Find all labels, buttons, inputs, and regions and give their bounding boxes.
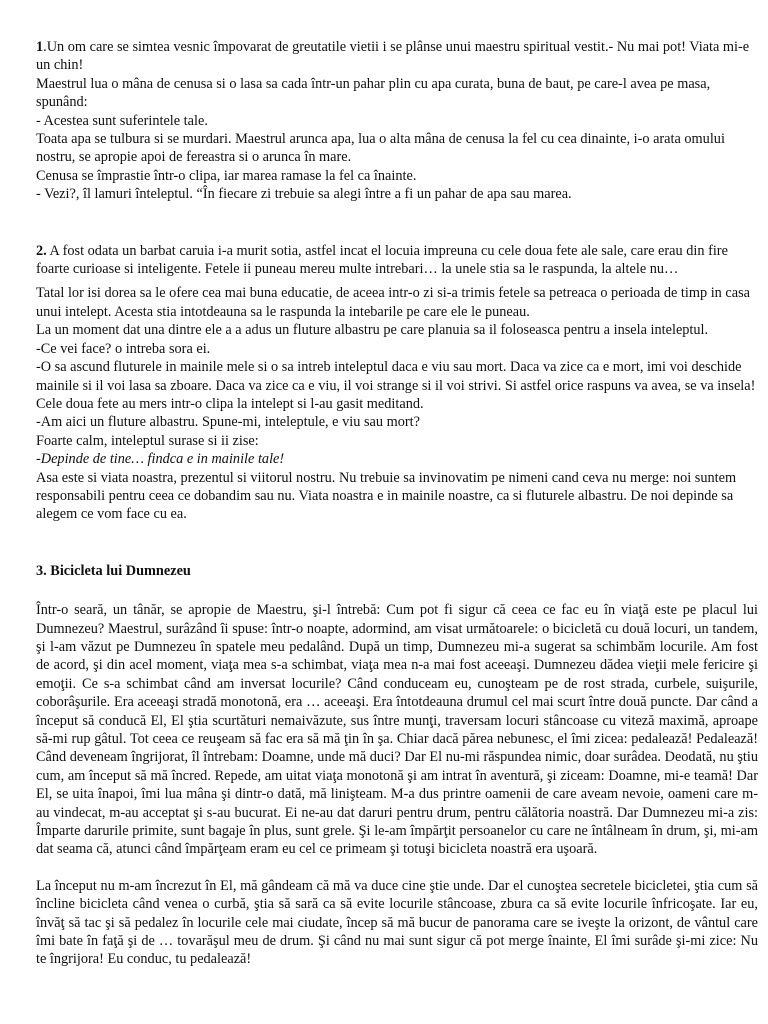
story-2-line: Foarte calm, inteleptul surase si ii zise: <box>36 432 259 449</box>
story-2 <box>36 242 758 524</box>
story-2-closing: Asa este si viata noastra, prezentul si viitorul nostru. Nu trebuie sa invinovatim pe nimeni cand ceva nu merge: noi suntem responsabili pentru ceea ce dobandim sau nu. Viata noastra e in mainile noastre, ca si fluturele albastru. De noi depinde sa alegem ce vom face cu ea. <box>36 469 737 523</box>
story-2-line: -Am aici un fluture albastru. Spune-mi, inteleptule, e viu sau mort? <box>36 414 420 431</box>
story-3 <box>36 601 758 969</box>
story-3-paragraph-2: La început nu m-am încrezut în El, mă gândeam că mă va duce cine ştie unde. Dar el cunoştea secretele bicicletei, ştia cum să încline bicicleta când venea o curbă, ştia să sară ca să evite locurile stâncoase, zbura ca să evite locurile înfricoşate. Iar eu, învăţ să tac şi să pedalez în locurile cele mai ciudate, încep să mă bucur de panorama care se iveşte la orizont, de vântul care îmi bate în faţă şi de … tovarăşul meu de drum. Şi când nu mai sunt sigur că pot merge înainte, El îmi surâde şi-mi zice: Nu te îngrijora! Eu conduc, tu pedalează! <box>36 877 758 968</box>
story-2-line: La un moment dat una dintre ele a a adus un fluture albastru pe care planuia sa il foloseasca pentru a insela inteleptul. <box>36 322 709 339</box>
story-2-intro <box>36 242 758 279</box>
story-2-intro-text: A fost odata un barbat caruia i-a murit sotia, astfel incat el locuia impreuna cu cele doua fete ale sale, care erau din fire foarte curioase si inteligente. Fetele ii puneau mereu multe intrebari… la unele stia sa le raspunda, la altele nu… <box>36 242 728 278</box>
story-3-title: 3. Bicicleta lui Dumnezeu <box>36 562 191 579</box>
story-1-line-text: .Un om care se simtea vesnic împovarat de greutatile vietii i se plânse unui maestru spiritual vestit.- Nu mai pot! Viata mi-e un chin! <box>36 39 750 74</box>
story-2-line: Cele doua fete au mers intr-o clipa la intelept si l-au gasit meditand. <box>36 395 424 412</box>
story-1-line: Cenusa se împrastie într-o clipa, iar marea ramase la fel ca înainte. <box>36 167 417 184</box>
story-2-italic-answer: -Depinde de tine… findca e in mainile tale! <box>36 451 285 468</box>
story-1-line: Toata apa se tulbura si se murdari. Maestrul arunca apa, lua o alta mâna de cenusa la fel cu cea dinainte, i-o arata omului nostru, se apropie apoi de fereastra si o arunca în mare. <box>36 131 725 166</box>
story-1-line: Maestrul lua o mâna de cenusa si o lasa sa cada într-un pahar plin cu apa curata, buna de baut, pe care-l avea pe masa, spunând: <box>36 75 711 111</box>
story-2-line: -Ce vei face? o intreba sora ei. <box>36 340 211 357</box>
story-2-line: Tatal lor isi dorea sa le ofere cea mai buna educatie, de aceea intr-o zi si-a trimis fetele sa petreaca o perioada de timp in casa unui intelept. Acesta stia intotdeauna sa le raspunda la intebarile pe care ele le puneau. <box>36 285 750 320</box>
story-1-line: - Acestea sunt suferintele tale. <box>36 112 208 129</box>
story-1-number: 1 <box>36 39 44 55</box>
story-2-number: 2. <box>36 242 47 259</box>
story-3-paragraph-1: Într-o seară, un tânăr, se apropie de Maestru, şi-l întrebă: Cum pot fi sigur că ceea ce fac eu în viaţă este pe placul lui Dumnezeu? Maestrul, surâzând îi spuse: într-o noapte, adormind, am visat următoarele: o bicicletă cu două locuri, un tandem, şi l-am văzut pe Dumnezeu în spatele meu pedalând. După un timp, Dumnezeu mi-a sugerat sa schimbăm locurile. Am fost de acord, şi din acel moment, viaţa mea s-a schimbat, viaţa mea n-a mai fost aceeaşi. Dumnezeu dădea vieţii mele fericire şi emoţii. Ce s-a schimbat când am inversat locurile? Când conduceam eu, cunoşteam pe de rost strada, curbele, suişurile, coborâşurile. Era aceeaşi stradă monotonă, era … aceeaşi. Era întotdeauna drumul cel mai scurt între două puncte. Dar când a început să conducă El, El ştia scurtături nemaivăzute, sus între munţi, traversam locuri stâncoase cu viteză maximă, aproape să-mi rup gâtul. Tot ceea ce reuşeam să fac era să mă ţin în şa. Chiar dacă părea nebunesc, el îmi zicea: pedalează! Pedalează! Când deveneam îngrijorat, îl întrebam: Doamne, unde mă duci? Dar El nu-mi răspundea nimic, doar surâdea. Deodată, nu ştiu cum, am început să mă încred. Repede, am uitat viaţa monotonă şi am intrat în aventură, şi ziceam: Doamne, mi-e teamă! Dar El, se uita înapoi, îmi lua mâna şi dintr-o dată, mă linişteam. M-a dus printre oamenii de care aveam nevoie, oameni care m-au vindecat, m-au acceptat şi s-au bucurat. Ei ne-au dat daruri pentru drum, pentru călătoria noastră. Dar Dumnezeu mi-a zis: Împarte darurile primite, sunt bagaje în plus, sunt grele. Şi le-am împărţit persoanelor cu care ne întâlneam în drum, şi, mi-am dat seama că, atunci când împărţeam eram eu cel ce primeam şi totuşi bicicleta noastră era uşoară. <box>36 602 758 858</box>
story-1-line <box>36 38 758 75</box>
story-1-line: - Vezi?, îl lamuri înteleptul. “În fiecare zi trebuie sa alegi între a fi un pahar de apa sau marea. <box>36 186 572 203</box>
story-2-line: -O sa ascund fluturele in mainile mele si o sa intreb inteleptul daca e viu sau mort. Daca va zice ca e mort, imi voi deschide mainile si il voi lasa sa zboare. Daca va zice ca e viu, il voi strange si il voi strivi. Si astfel orice raspuns va avea, se va insela! <box>36 359 756 394</box>
story-1 <box>36 38 758 204</box>
